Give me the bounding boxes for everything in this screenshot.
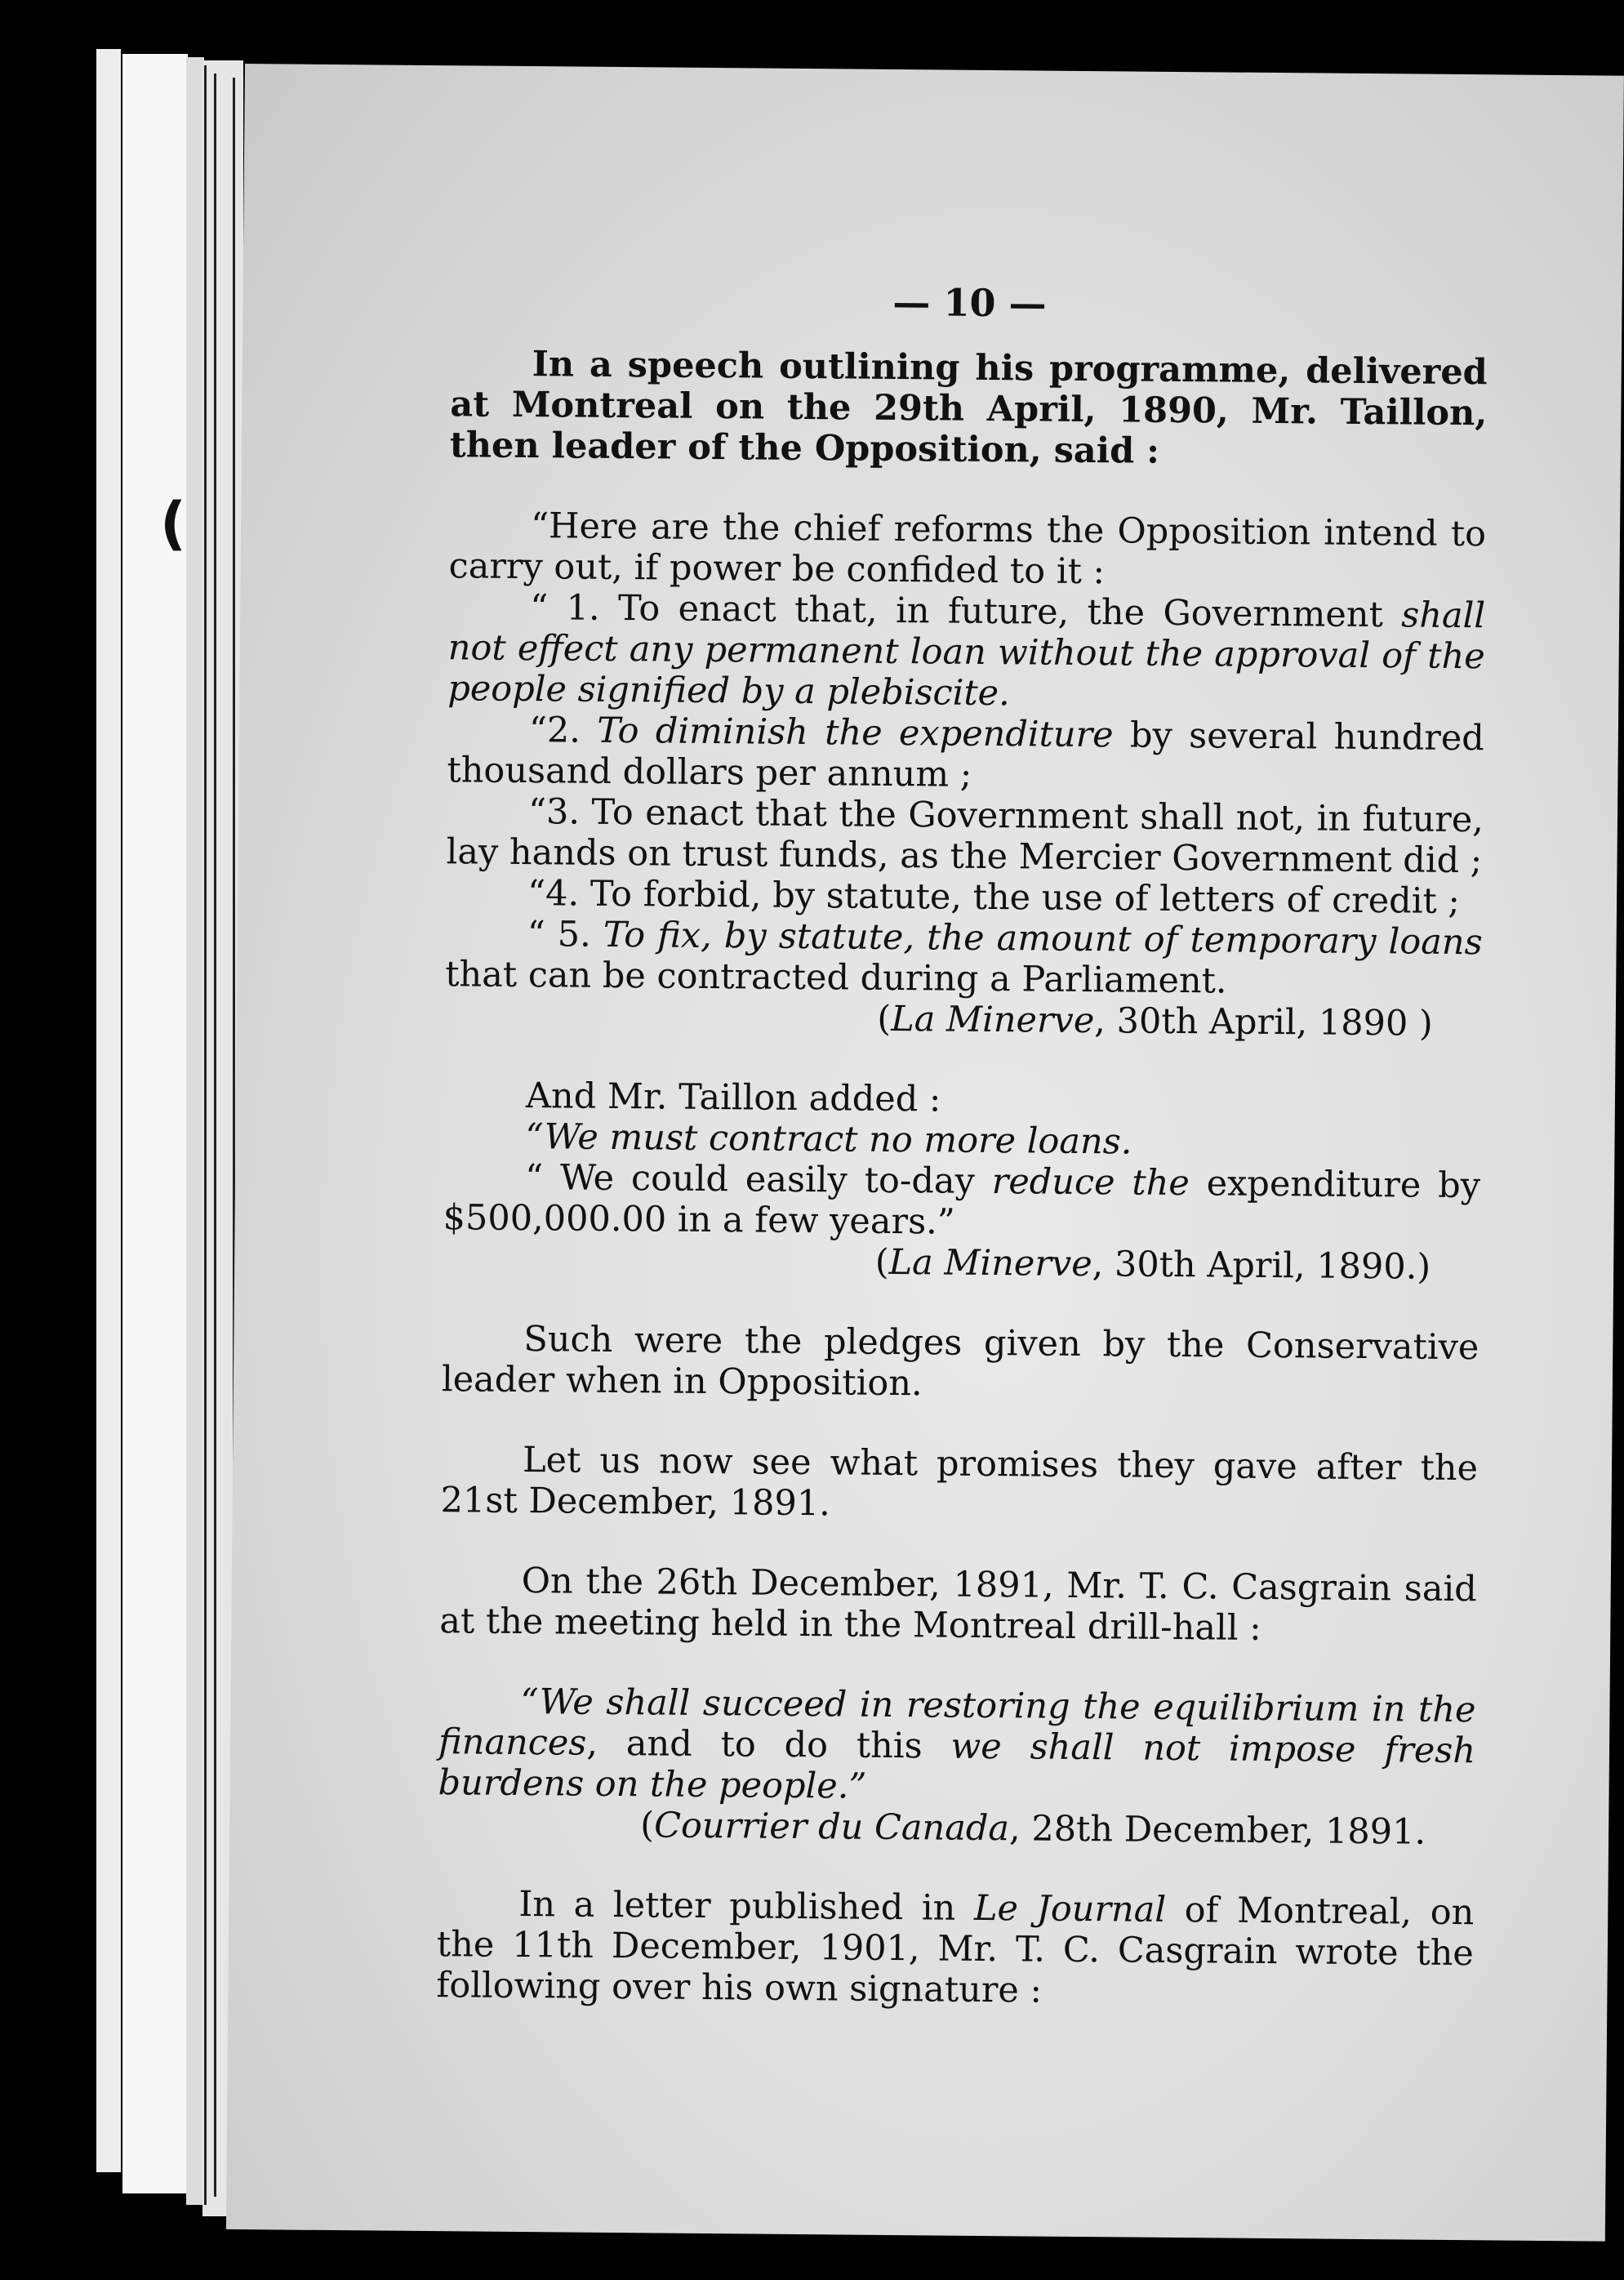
italic-span: “We shall succeed in restoring the equilibrium in the finances [438,1681,1476,1764]
page-text [436,261,1488,2015]
paragraph: And Mr. Taillon added : [525,1075,941,1120]
paragraph: In a speech outlining his programme, delivered at Montreal on the 29th April, 1890, Mr. Taillon, then leader of the Opposition, said : [449,344,1488,472]
text-span: , and to do this [586,1722,951,1767]
text-span: “ We could easily to-day [524,1157,992,1203]
italic-span: shall not effect any permanent loan without the approval of the people signified by a plebiscite. [447,594,1486,715]
paragraph [436,1883,1474,2015]
italic-span: To diminish the expenditure [597,710,1114,756]
text-span: by several hundred thousand dollars per annum ; [447,715,1485,795]
italic-span: Courrier du Canada [653,1805,1010,1850]
text-span: of Montreal, on the 11th December, 1901, Mr. T. C. Casgrain wrote the following over his own signature : [436,1889,1475,2011]
page-edge-line [204,65,207,2205]
quote-item [447,709,1484,799]
italic-span: Le Journal [973,1887,1167,1930]
text-span: , 30th April, 1890 ) [1094,1000,1434,1044]
quote-item [447,586,1485,718]
italic-span: La Minerve [890,998,1095,1042]
quote-item [443,1156,1480,1247]
text-span: “ 5. [527,914,604,955]
quote-item: “4. To forbid, by statute, the use of letters of credit ; [527,873,1461,923]
italic-span: reduce the [991,1161,1190,1205]
paragraph: Let us now see what promises they gave after the 21st December, 1891. [440,1440,1479,1525]
quote-item [438,1681,1475,1812]
page-edge-line [214,73,216,2197]
text-span: , 30th April, 1890.) [1092,1244,1431,1288]
italic-span: we shall not impose fresh burdens on the people.” [438,1726,1476,1807]
italic-span: To fix, by statute, the amount of temporary loans [603,914,1483,964]
text-span: ( [640,1805,655,1846]
text-span: expenditure by $500,000.00 in a few years.” [443,1163,1481,1243]
quote-intro: “Here are the chief reforms the Opposition intend to carry out, if power be confided to it : [448,505,1487,593]
text-span: that can be contracted during a Parliament. [445,954,1227,1002]
paragraph: Such were the pledges given by the Conservative leader when in Opposition. [441,1319,1479,1405]
text-span: “2. [528,710,598,751]
text-span: In a letter published in [518,1884,975,1929]
page-edge [122,54,188,2193]
quote-item: “3. To enact that the Government shall not, in future, lay hands on trust funds, as the Mercier Government did ; [446,791,1484,882]
page-edge [186,57,204,2205]
italic-span: “We must contract no more loans. [525,1116,1132,1163]
text-span: ( [874,1241,889,1283]
edge-mark: ( [160,490,186,557]
text-span: “ 1. To enact that, in future, the Government [529,587,1402,636]
book-page [226,64,1624,2242]
text-span: ( [877,998,892,1040]
page-number: — 10 — [892,279,1047,326]
paragraph: On the 26th December, 1891, Mr. T. C. Casgrain said at the meeting held in the Montreal drill-hall : [439,1561,1477,1649]
page-edge [96,49,121,2172]
text-span: , 28th December, 1891. [1008,1808,1426,1853]
italic-span: La Minerve [888,1241,1092,1285]
quote-item [445,913,1483,1004]
